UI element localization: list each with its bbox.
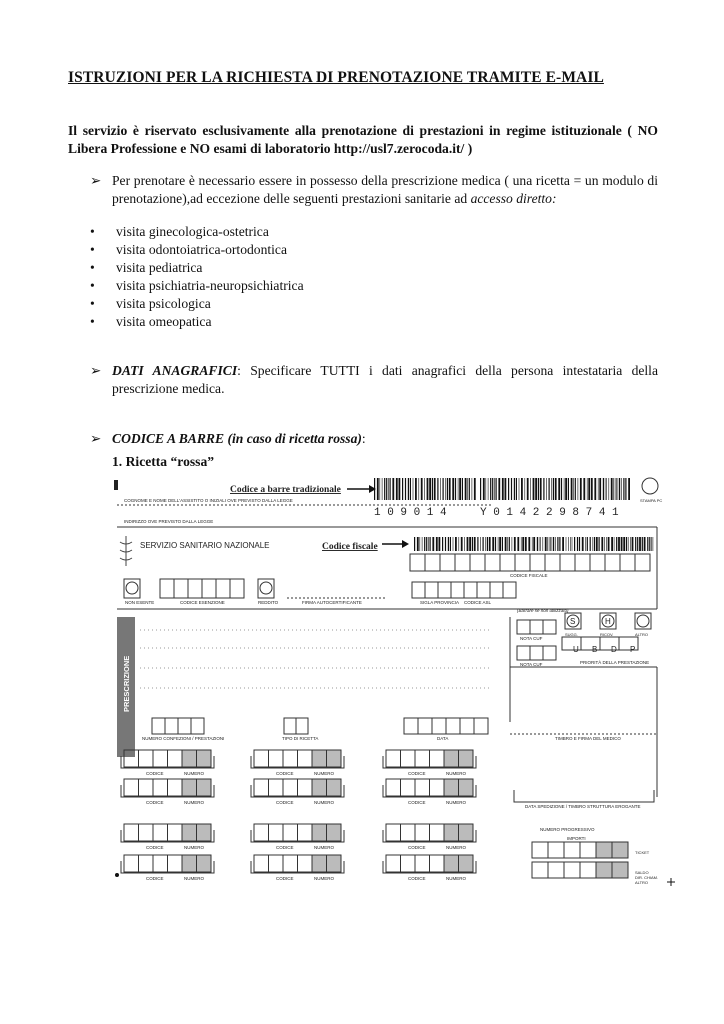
form-box [451, 582, 464, 598]
barcode-digits-2: Y 0 1 4 2 2 9 8 7 4 1 [480, 507, 619, 519]
form-box [530, 646, 543, 660]
list-item: • visita odontoiatrica-ortodontica [90, 241, 304, 259]
form-box [490, 582, 503, 598]
timbro-firma-caption: TIMBRO E FIRMA DEL MEDICO [555, 736, 621, 741]
numero-caption: NUMERO [184, 771, 204, 776]
list-item: • visita ginecologica-ostetrica [90, 223, 304, 241]
instruction-text: : Specificare TUTTI i dati anagrafici della persona intestataria della prescrizione medica. [112, 363, 658, 396]
letter-s: S [570, 617, 576, 626]
form-box [415, 750, 430, 767]
form-box [444, 779, 459, 796]
form-box [168, 855, 183, 872]
form-box [327, 779, 342, 796]
dir-chiam-caption: DIR. CHIAM. [635, 875, 659, 880]
form-box [401, 824, 416, 841]
form-box [153, 824, 168, 841]
form-box [460, 718, 474, 734]
form-box [312, 824, 327, 841]
form-box [283, 855, 298, 872]
form-box [191, 718, 204, 734]
letter-h: H [605, 617, 611, 626]
intro-paragraph: Il servizio è riservato esclusivamente alla prenotazione di prestazioni in regime istituzionale ( NO Libera Professione e NO esami di laboratorio http://usl7.zerocoda.it/ ) [68, 123, 658, 156]
codice-numero-grid [121, 750, 476, 873]
form-box [168, 824, 183, 841]
list-item: • visita psicologica [90, 295, 304, 313]
form-box [168, 750, 183, 767]
form-box [254, 824, 269, 841]
form-box [548, 862, 564, 878]
form-box [216, 579, 230, 598]
numero-caption: NUMERO [446, 876, 466, 881]
form-box [283, 750, 298, 767]
form-box [485, 554, 500, 571]
form-box [182, 855, 197, 872]
form-box [532, 862, 548, 878]
ticket-caption: TICKET [635, 850, 650, 855]
form-box [174, 579, 188, 598]
form-box [386, 750, 401, 767]
form-box [564, 862, 580, 878]
page-title: ISTRUZIONI PER LA RICHIESTA DI PRENOTAZIONE TRAMITE E-MAIL [68, 69, 604, 86]
subheading-red-prescription: 1. Ricetta “rossa” [112, 454, 215, 469]
section-label: DATI ANAGRAFICI [112, 363, 238, 378]
form-box [543, 646, 556, 660]
form-box [532, 842, 548, 858]
form-box [188, 579, 202, 598]
instruction-text: Per prenotare è necessario essere in possesso della prescrizione medica ( una ricetta = un modulo di prenotazione),ad eccezione delle seguenti prestazioni sanitarie ad [112, 173, 658, 206]
arrow-bullet-icon: ➢ [90, 173, 102, 188]
form-box [477, 582, 490, 598]
form-box [438, 582, 451, 598]
form-box [415, 824, 430, 841]
stampa-circle-icon [642, 478, 658, 494]
form-box [444, 855, 459, 872]
caduceus-icon [120, 536, 132, 566]
form-box [459, 750, 474, 767]
form-box [410, 554, 425, 571]
form-box [139, 750, 154, 767]
form-box [296, 718, 308, 734]
form-box [298, 779, 313, 796]
numero-caption: NUMERO [314, 845, 334, 850]
form-box [284, 718, 296, 734]
patient-name-caption: COGNOME E NOME DELL'ASSISTITO O INIZIALI OVE PREVISTO DALLA LEGGE [124, 498, 293, 503]
form-box [530, 554, 545, 571]
form-box [386, 824, 401, 841]
form-box [298, 750, 313, 767]
nota-cuf-caption-2: NOTA CUF [520, 662, 543, 667]
form-box [401, 750, 416, 767]
instruction-item-barcode [90, 430, 658, 448]
form-box [153, 779, 168, 796]
list-item: • visita pediatrica [90, 259, 304, 277]
form-box [182, 750, 197, 767]
firma-autocert-caption: FIRMA AUTOCERTIFICANTE [302, 600, 362, 605]
form-box [327, 750, 342, 767]
codice-caption: CODICE [408, 876, 426, 881]
form-box [386, 779, 401, 796]
form-box [139, 779, 154, 796]
form-box [202, 579, 216, 598]
form-box [430, 824, 445, 841]
instruction-text: : [361, 431, 366, 446]
saldo-caption: SALDO [635, 870, 649, 875]
codice-esenzione-caption: CODICE ESENZIONE [180, 600, 225, 605]
codice-caption: CODICE [276, 800, 294, 805]
form-box [446, 718, 460, 734]
numero-progressivo-caption: NUMERO PROGRESSIVO [540, 827, 595, 832]
form-box [470, 554, 485, 571]
letter-p: P [630, 645, 636, 654]
form-box [430, 779, 445, 796]
codice-caption: CODICE [276, 876, 294, 881]
form-box [254, 855, 269, 872]
form-box [612, 842, 628, 858]
form-box [515, 554, 530, 571]
numero-caption: NUMERO [446, 771, 466, 776]
form-box [543, 620, 556, 634]
tipo-ricetta-boxes [284, 718, 308, 734]
fiscal-code-label: Codice fiscale [322, 542, 378, 552]
form-box [612, 862, 628, 878]
form-box [620, 554, 635, 571]
form-box [153, 855, 168, 872]
letter-u: U [573, 645, 579, 654]
form-box [182, 779, 197, 796]
form-box [124, 855, 139, 872]
form-box [459, 855, 474, 872]
form-box [590, 554, 605, 571]
data-caption: DATA [437, 736, 449, 741]
riservato-caption: (Barrare se non utilizzato) [517, 608, 569, 613]
instruction-emphasis: accesso diretto: [470, 191, 557, 206]
form-box [197, 824, 212, 841]
ricov-caption: RICOV. [600, 632, 614, 637]
service-name: SERVIZIO SANITARIO NAZIONALE [140, 541, 270, 550]
form-box [160, 579, 174, 598]
form-box [575, 554, 590, 571]
arrow-icon [402, 540, 409, 548]
form-box [464, 582, 477, 598]
form-box [560, 554, 575, 571]
form-box [455, 554, 470, 571]
numero-caption: NUMERO [446, 800, 466, 805]
corner-mark [114, 480, 118, 490]
importi-caption: IMPORTI [567, 836, 586, 841]
codice-caption: CODICE [146, 800, 164, 805]
arrow-bullet-icon: ➢ [90, 431, 102, 446]
form-box [440, 554, 455, 571]
data-boxes [404, 718, 488, 734]
form-box [596, 862, 612, 878]
numero-caption: NUMERO [314, 876, 334, 881]
form-box [230, 579, 244, 598]
instruction-item-anagrafici [90, 362, 658, 398]
codice-asl-caption: CODICE ASL [464, 600, 492, 605]
form-box [500, 554, 515, 571]
form-box [182, 824, 197, 841]
codice-caption: CODICE [408, 771, 426, 776]
form-box [327, 824, 342, 841]
form-box [415, 855, 430, 872]
nota-cuf-caption-1: NOTA CUF [520, 636, 543, 641]
codice-caption: CODICE [276, 771, 294, 776]
asl-boxes [412, 582, 516, 598]
reddito-caption: REDDITO [258, 600, 279, 605]
form-box [401, 855, 416, 872]
form-box [459, 824, 474, 841]
form-box [168, 779, 183, 796]
prescrizione-label: PRESCRIZIONE [122, 655, 131, 712]
form-box [327, 855, 342, 872]
confezioni-boxes [152, 718, 204, 734]
form-box [605, 554, 620, 571]
list-item: • visita omeopatica [90, 313, 304, 331]
form-box [635, 554, 650, 571]
form-box [124, 824, 139, 841]
altro-caption: ALTRO [635, 632, 649, 637]
codice-fiscale-caption: CODICE FISCALE [510, 573, 548, 578]
numero-caption: NUMERO [314, 800, 334, 805]
importi-boxes [532, 842, 628, 878]
form-box [418, 718, 432, 734]
fiscal-code-boxes [410, 554, 650, 571]
codice-caption: CODICE [146, 876, 164, 881]
exemption-boxes [160, 579, 244, 598]
form-box [517, 646, 530, 660]
numero-caption: NUMERO [184, 800, 204, 805]
form-box [564, 842, 580, 858]
form-box [580, 862, 596, 878]
form-box [444, 750, 459, 767]
form-box [415, 779, 430, 796]
form-box [548, 842, 564, 858]
form-box [298, 824, 313, 841]
codice-caption: CODICE [146, 845, 164, 850]
form-box [197, 750, 212, 767]
form-box [254, 779, 269, 796]
form-box [312, 750, 327, 767]
letter-d: D [611, 645, 617, 654]
form-box [430, 750, 445, 767]
form-box [153, 750, 168, 767]
form-box [430, 855, 445, 872]
codice-caption: CODICE [146, 771, 164, 776]
form-box [283, 779, 298, 796]
form-box [530, 620, 543, 634]
sugg-caption: SUGG. [565, 632, 578, 637]
codice-caption: CODICE [408, 800, 426, 805]
form-box [580, 842, 596, 858]
non-esente-caption: NON ESENTE [125, 600, 155, 605]
numero-caption: NUMERO [184, 876, 204, 881]
barcode-label: Codice a barre tradizionale [230, 485, 341, 495]
sigla-provincia-caption: SIGLA PROVINCIA [420, 600, 460, 605]
form-box [459, 779, 474, 796]
form-box [425, 554, 440, 571]
form-box [269, 750, 284, 767]
form-box [269, 779, 284, 796]
list-item: • visita psichiatria-neuropsichiatrica [90, 277, 304, 295]
form-box [596, 842, 612, 858]
form-box [503, 582, 516, 598]
form-box [197, 855, 212, 872]
form-box [269, 855, 284, 872]
form-box [152, 718, 165, 734]
barcode-digits-1: 1 0 9 0 1 4 [374, 507, 447, 519]
priorita-caption: PRIORITÀ DELLA PRESTAZIONE [580, 660, 650, 665]
numero-confezioni-caption: NUMERO CONFEZIONI / PRESTAZIONI [142, 736, 225, 741]
form-box [386, 855, 401, 872]
section-label: CODICE A BARRE (in caso di ricetta rossa) [112, 431, 362, 446]
altro-importi-caption: ALTRO [635, 880, 649, 885]
form-box [444, 824, 459, 841]
visits-list [90, 223, 304, 331]
stampa-pc-caption: STAMPA PC [640, 498, 663, 503]
codice-caption: CODICE [276, 845, 294, 850]
form-box [312, 855, 327, 872]
tipo-ricetta-caption: TIPO DI RICETTA [282, 736, 319, 741]
prescription-form-svg [112, 472, 678, 888]
form-box [283, 824, 298, 841]
form-box [432, 718, 446, 734]
form-box [197, 779, 212, 796]
numero-caption: NUMERO [184, 845, 204, 850]
letter-b: B [592, 645, 598, 654]
form-box [254, 750, 269, 767]
data-spedizione-caption: DATA SPEDIZIONE / TIMBRO STRUTTURA EROGANTE [525, 804, 641, 809]
form-box [412, 582, 425, 598]
form-box [165, 718, 178, 734]
numero-caption: NUMERO [446, 845, 466, 850]
numero-caption: NUMERO [314, 771, 334, 776]
form-box [474, 718, 488, 734]
barcode-traditional [374, 478, 476, 500]
form-box [425, 582, 438, 598]
instruction-item-prescription [90, 172, 658, 208]
form-box [124, 779, 139, 796]
prescription-form-image [112, 472, 678, 888]
form-box [517, 620, 530, 634]
address-caption: INDIRIZZO OVE PREVISTO DALLA LEGGE [124, 519, 214, 524]
codice-caption: CODICE [408, 845, 426, 850]
form-box [312, 779, 327, 796]
form-box [298, 855, 313, 872]
form-box [401, 779, 416, 796]
arrow-bullet-icon: ➢ [90, 363, 102, 378]
form-box [178, 718, 191, 734]
form-box [404, 718, 418, 734]
form-box [139, 824, 154, 841]
form-box [139, 855, 154, 872]
form-box [545, 554, 560, 571]
form-box [269, 824, 284, 841]
